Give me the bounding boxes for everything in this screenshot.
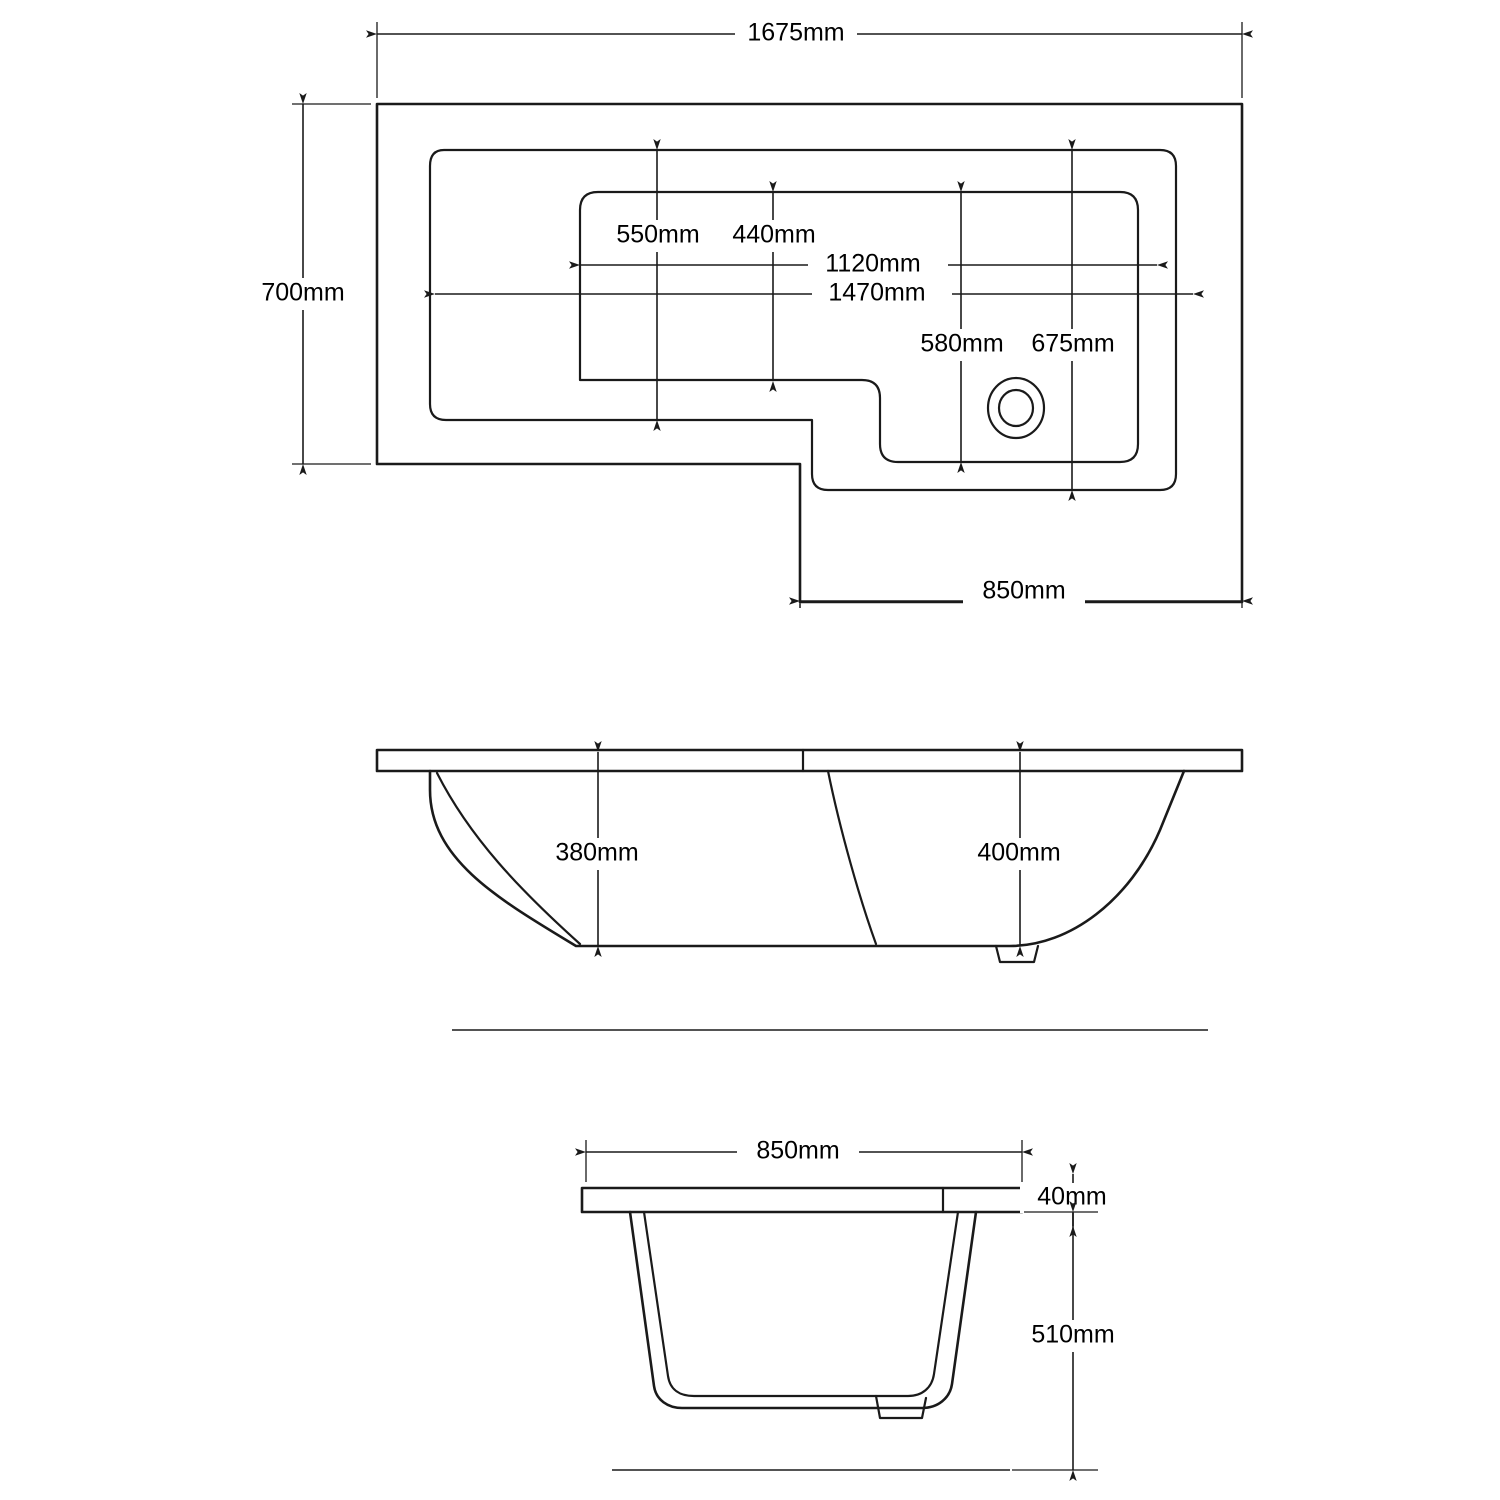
dim-shower-end-inner-width: 580mm [920,329,1004,358]
dim-overall-length: 1675mm [747,18,845,47]
end-elevation-geometry [582,1188,1022,1470]
dim-rim-thickness: 40mm [1037,1182,1107,1211]
dim-inner-bath-width: 550mm [616,220,700,249]
dim-inner-base-length: 1120mm [825,249,921,278]
dim-depth-shower-end: 400mm [977,838,1061,867]
end-inner-wall [644,1212,958,1396]
side-waste-boss [996,946,1038,962]
dim-inner-foot-width: 440mm [732,220,816,249]
end-elevation-dimensions [586,1136,1134,1470]
dim-overall-width: 700mm [261,278,345,307]
dim-shower-end-outer-width: 675mm [1031,329,1115,358]
side-elevation-geometry [377,750,1242,1030]
dim-overall-height: 510mm [1031,1320,1115,1349]
plan-view-dimensions [240,18,1242,608]
plan-inner-rim [430,150,1176,490]
dim-inner-rim-length: 1470mm [828,278,926,307]
end-body-profile [630,1212,976,1408]
drain-hole-icon [988,378,1044,438]
side-elevation-dimensions [536,752,1082,946]
dim-depth-tapered-end: 380mm [555,838,639,867]
end-rim [582,1188,1022,1212]
dim-shower-end-length: 850mm [982,576,1066,605]
side-step-line [828,771,876,944]
dim-end-width: 850mm [756,1136,840,1165]
side-rim [377,750,1242,771]
